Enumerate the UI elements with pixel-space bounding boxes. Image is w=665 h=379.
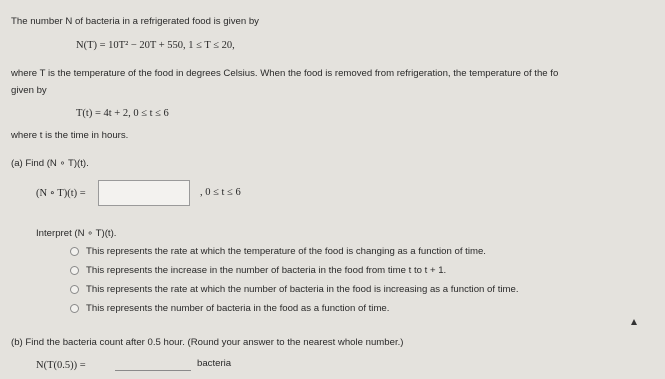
radio-button[interactable] [70,304,79,313]
given-by-text: given by [11,85,47,96]
interpret-option-2[interactable] [70,265,446,276]
option-label: This represents the number of bacteria in the food as a function of time. [86,303,390,314]
composition-domain: , 0 ≤ t ≤ 6 [200,187,241,198]
option-label: This represents the rate at which the number of bacteria in the food is increasing as a function of time. [86,284,519,295]
intro-text: The number N of bacteria in a refrigerated food is given by [11,16,259,27]
formula-T: T(t) = 4t + 2, 0 ≤ t ≤ 6 [76,108,169,119]
part-b-prompt: (b) Find the bacteria count after 0.5 hour. (Round your answer to the nearest whole number.) [11,337,404,348]
where-T-text: where T is the temperature of the food in degrees Celsius. When the food is removed from refrigeration, the temperature of the fo [11,68,559,79]
radio-button[interactable] [70,285,79,294]
part-a-prompt: (a) Find (N ∘ T)(t). [11,158,89,169]
mouse-pointer-icon [631,319,637,325]
interpret-prompt: Interpret (N ∘ T)(t). [36,228,117,239]
formula-N: N(T) = 10T² − 20T + 550, 1 ≤ T ≤ 20, [76,40,235,51]
option-label: This represents the rate at which the temperature of the food is changing as a function of time. [86,246,486,257]
composition-answer-input[interactable] [98,180,190,206]
option-label: This represents the increase in the number of bacteria in the food from time t to t + 1. [86,265,447,276]
interpret-option-1[interactable] [70,246,486,257]
interpret-option-4[interactable] [70,303,389,314]
radio-button[interactable] [70,266,79,275]
bacteria-count-input[interactable] [115,360,191,371]
composition-lhs: (N ∘ T)(t) = [36,188,86,199]
bacteria-count-lhs: N(T(0.5)) = [36,360,86,371]
bacteria-unit: bacteria [197,358,232,369]
interpret-option-3[interactable] [70,284,518,295]
radio-button[interactable] [70,247,79,256]
where-t-text: where t is the time in hours. [11,130,129,141]
